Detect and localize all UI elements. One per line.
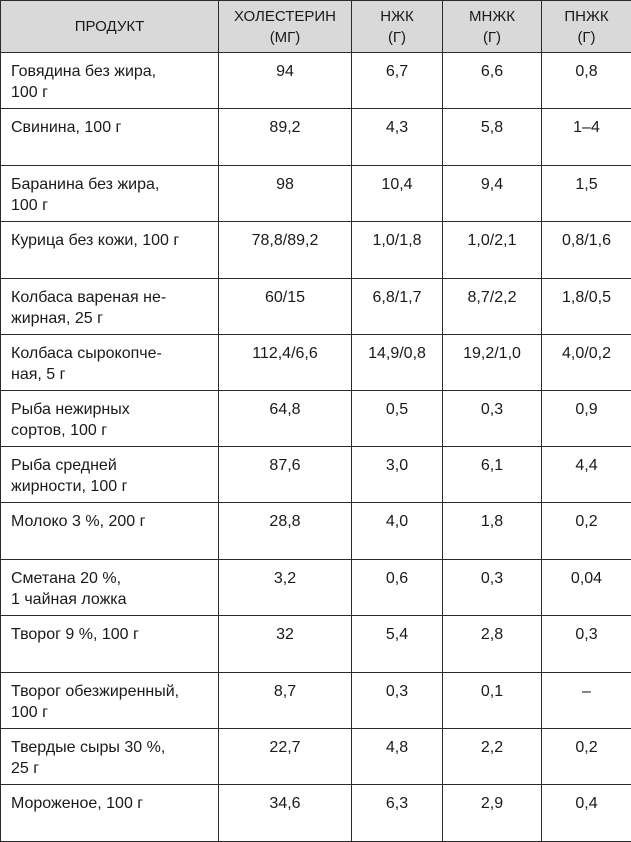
table-row (1, 53, 631, 109)
product-name-line: 25 г (11, 758, 214, 779)
header-pufa (542, 1, 631, 53)
sfa-cell: 0,5 (352, 391, 443, 447)
sfa-cell: 5,4 (352, 616, 443, 673)
product-name-line: 1 чайная ложка (11, 589, 214, 610)
header-product-label: ПРОДУКТ (1, 16, 218, 37)
table-row (1, 560, 631, 616)
sfa-cell: 10,4 (352, 166, 443, 222)
product-name-line: Колбаса вареная не- (11, 287, 214, 308)
mufa-cell: 0,3 (443, 391, 542, 447)
cholesterol-cell: 98 (219, 166, 352, 222)
header-cholesterol (219, 1, 352, 53)
cholesterol-cell: 89,2 (219, 109, 352, 166)
product-name-cell (1, 560, 219, 616)
product-name-line: жирности, 100 г (11, 476, 214, 497)
pufa-cell: 0,8 (542, 53, 631, 109)
product-name-line: Мороженое, 100 г (11, 793, 214, 814)
header-sfa-unit: (Г) (352, 27, 442, 48)
cholesterol-cell: 78,8/89,2 (219, 222, 352, 279)
table-row (1, 279, 631, 335)
sfa-cell: 0,6 (352, 560, 443, 616)
table-row (1, 503, 631, 560)
product-name-cell (1, 785, 219, 842)
mufa-cell: 8,7/2,2 (443, 279, 542, 335)
product-name-line: ная, 5 г (11, 364, 214, 385)
cholesterol-cell: 87,6 (219, 447, 352, 503)
mufa-cell: 1,8 (443, 503, 542, 560)
cholesterol-cell: 3,2 (219, 560, 352, 616)
sfa-cell: 14,9/0,8 (352, 335, 443, 391)
pufa-cell: 0,3 (542, 616, 631, 673)
product-name-cell (1, 109, 219, 166)
product-name-line: Колбаса сырокопче- (11, 343, 214, 364)
product-name-line: 100 г (11, 702, 214, 723)
table-row (1, 673, 631, 729)
pufa-cell: 0,04 (542, 560, 631, 616)
mufa-cell: 6,6 (443, 53, 542, 109)
product-name-line: жирная, 25 г (11, 308, 214, 329)
product-name-line: Творог 9 %, 100 г (11, 624, 214, 645)
product-name-cell (1, 616, 219, 673)
sfa-cell: 4,8 (352, 729, 443, 785)
sfa-cell: 6,3 (352, 785, 443, 842)
product-name-line: сортов, 100 г (11, 420, 214, 441)
sfa-cell: 1,0/1,8 (352, 222, 443, 279)
cholesterol-cell: 60/15 (219, 279, 352, 335)
product-name-cell (1, 503, 219, 560)
product-name-cell (1, 279, 219, 335)
mufa-cell: 0,3 (443, 560, 542, 616)
header-mufa-label: МНЖК (443, 6, 541, 27)
cholesterol-cell: 28,8 (219, 503, 352, 560)
sfa-cell: 0,3 (352, 673, 443, 729)
sfa-cell: 3,0 (352, 447, 443, 503)
product-name-line: Рыба нежирных (11, 399, 214, 420)
product-name-line: Курица без кожи, 100 г (11, 230, 214, 251)
pufa-cell: 0,9 (542, 391, 631, 447)
product-name-cell (1, 53, 219, 109)
pufa-cell: 1–4 (542, 109, 631, 166)
pufa-cell: 0,8/1,6 (542, 222, 631, 279)
header-pufa-unit: (Г) (542, 27, 631, 48)
cholesterol-cell: 32 (219, 616, 352, 673)
pufa-cell: 4,4 (542, 447, 631, 503)
mufa-cell: 9,4 (443, 166, 542, 222)
table-row (1, 166, 631, 222)
table-row (1, 391, 631, 447)
header-cholesterol-unit: (МГ) (219, 27, 351, 48)
sfa-cell: 6,7 (352, 53, 443, 109)
header-mufa (443, 1, 542, 53)
header-cholesterol-label: ХОЛЕСТЕРИН (219, 6, 351, 27)
pufa-cell: 0,4 (542, 785, 631, 842)
cholesterol-cell: 8,7 (219, 673, 352, 729)
product-name-line: Сметана 20 %, (11, 568, 214, 589)
pufa-cell: 0,2 (542, 729, 631, 785)
product-name-line: Свинина, 100 г (11, 117, 214, 138)
table-header (1, 1, 631, 53)
header-row (1, 1, 631, 53)
product-name-cell (1, 335, 219, 391)
header-product (1, 1, 219, 53)
pufa-cell: 1,8/0,5 (542, 279, 631, 335)
table-row (1, 222, 631, 279)
cholesterol-cell: 64,8 (219, 391, 352, 447)
header-sfa-label: НЖК (352, 6, 442, 27)
product-name-line: 100 г (11, 195, 214, 216)
table-body (1, 53, 631, 842)
pufa-cell: 0,2 (542, 503, 631, 560)
product-name-line: 100 г (11, 82, 214, 103)
sfa-cell: 4,0 (352, 503, 443, 560)
header-sfa (352, 1, 443, 53)
pufa-cell: – (542, 673, 631, 729)
product-name-line: Молоко 3 %, 200 г (11, 511, 214, 532)
mufa-cell: 2,2 (443, 729, 542, 785)
mufa-cell: 5,8 (443, 109, 542, 166)
pufa-cell: 1,5 (542, 166, 631, 222)
header-mufa-unit: (Г) (443, 27, 541, 48)
product-name-line: Рыба средней (11, 455, 214, 476)
table-row (1, 335, 631, 391)
mufa-cell: 1,0/2,1 (443, 222, 542, 279)
cholesterol-cell: 34,6 (219, 785, 352, 842)
pufa-cell: 4,0/0,2 (542, 335, 631, 391)
table-row (1, 729, 631, 785)
table-row (1, 785, 631, 842)
sfa-cell: 4,3 (352, 109, 443, 166)
product-name-cell (1, 166, 219, 222)
product-name-line: Твердые сыры 30 %, (11, 737, 214, 758)
product-name-line: Говядина без жира, (11, 61, 214, 82)
header-pufa-label: ПНЖК (542, 6, 631, 27)
cholesterol-cell: 94 (219, 53, 352, 109)
mufa-cell: 2,8 (443, 616, 542, 673)
table-row (1, 109, 631, 166)
table-row (1, 616, 631, 673)
product-name-cell (1, 391, 219, 447)
product-name-line: Творог обезжиренный, (11, 681, 214, 702)
cholesterol-cell: 22,7 (219, 729, 352, 785)
product-name-line: Баранина без жира, (11, 174, 214, 195)
mufa-cell: 0,1 (443, 673, 542, 729)
cholesterol-cell: 112,4/6,6 (219, 335, 352, 391)
product-name-cell (1, 673, 219, 729)
product-name-cell (1, 729, 219, 785)
mufa-cell: 6,1 (443, 447, 542, 503)
sfa-cell: 6,8/1,7 (352, 279, 443, 335)
product-name-cell (1, 447, 219, 503)
mufa-cell: 19,2/1,0 (443, 335, 542, 391)
table-row (1, 447, 631, 503)
product-name-cell (1, 222, 219, 279)
mufa-cell: 2,9 (443, 785, 542, 842)
